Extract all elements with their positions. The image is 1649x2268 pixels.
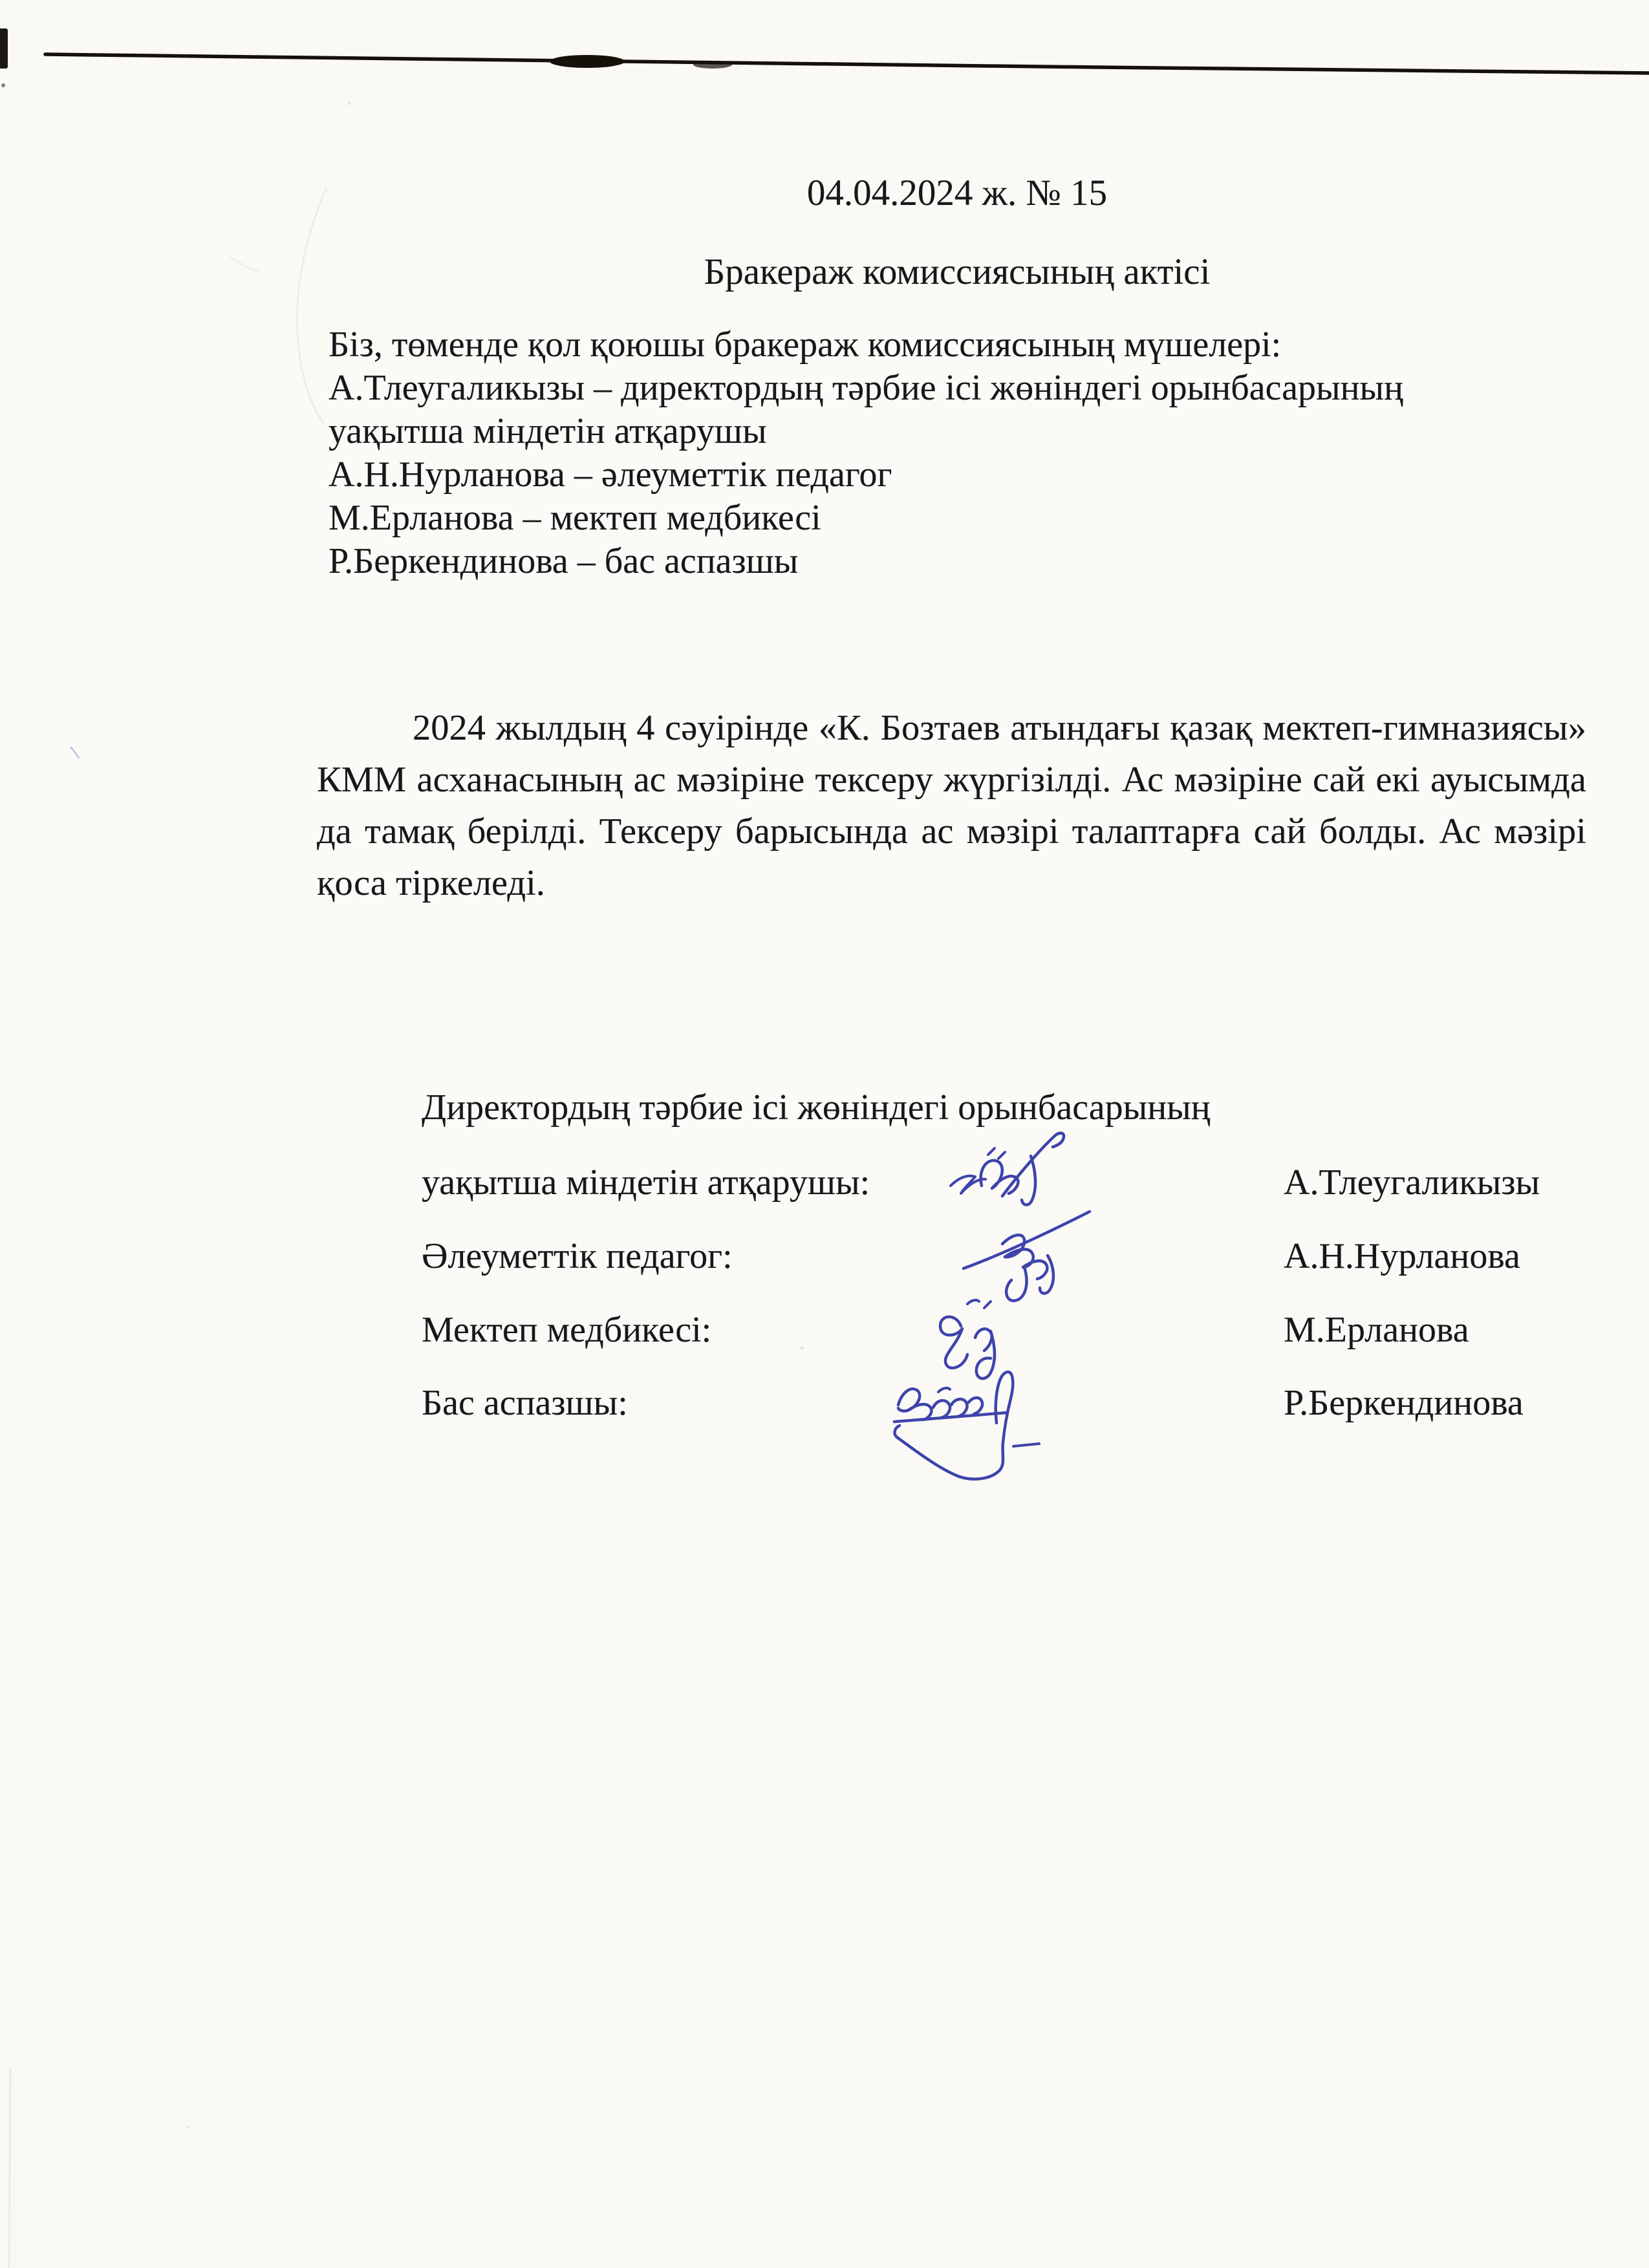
signature-role-label: Бас аспазшы: [422,1383,628,1423]
signature-name: А.Тлеугаликызы [1284,1162,1540,1203]
signature-ink-a-n-nurlanova [957,1204,1099,1307]
document-date-number: 04.04.2024 ж. № 15 [806,173,1108,213]
scan-edge-blob [550,55,625,68]
faint-pen-tick [230,257,259,272]
signature-role-label: Мектеп медбикесі: [422,1310,712,1350]
signature-name: А.Н.Нурланова [1284,1236,1520,1276]
inspection-paragraph: 2024 жылдың 4 сәуірінде «К. Бозтаев атындағы қазақ мектеп-гимназиясы» КММ асханасының ас мәзіріне тексеру жүргізілді. Ас мәзіріне сай екі ауысымда да тамақ берілді. Тексеру барысында ас мәзірі талаптарға сай болды. Ас мәзірі қоса тіркеледі. [317,708,1586,903]
signature-role-label: Әлеуметтік педагог: [422,1236,733,1276]
paper-speck-1 [348,102,351,105]
paragraph-line: Р.Беркендинова – бас аспазшы [329,541,799,581]
paragraph-line: А.Н.Нурланова – әлеуметтік педагог [329,455,892,495]
paragraph-line: А.Тлеугаликызы – директордың тәрбие ісі жөніндегі орынбасарының [329,368,1404,408]
signature-role-prefix-line: Директордың тәрбие ісі жөніндегі орынбасарының [422,1087,1211,1128]
paragraph-line: Біз, төменде қол қоюшы бракераж комиссиясының мүшелері: [329,325,1282,365]
scan-left-edge-dash [0,28,8,69]
scan-left-edge-shadow [9,2069,10,2268]
paragraph-line: уақытша міндетін атқарушы [329,411,767,451]
document-title: Бракераж комиссиясының актісі [704,251,1211,292]
scan-top-edge-line [45,54,1649,73]
signature-name: М.Ерланова [1284,1310,1469,1350]
signature-name: Р.Беркендинова [1284,1383,1524,1423]
signature-role-label: уақытша міндетін атқарушы: [422,1162,870,1203]
paper-speck-3 [186,2126,189,2129]
scan-left-edge-dot [1,83,5,87]
faint-pen-arc [297,187,327,423]
signature-ink-r-berkendinova [876,1361,1044,1490]
faint-ink-speck [71,747,79,758]
paper-speck-2 [801,1347,804,1350]
signature-ink-a-tleugalikyzy [945,1126,1075,1214]
paragraph-line: М.Ерланова – мектеп медбикесі [329,498,821,538]
scan-edge-blob-small [693,61,732,69]
